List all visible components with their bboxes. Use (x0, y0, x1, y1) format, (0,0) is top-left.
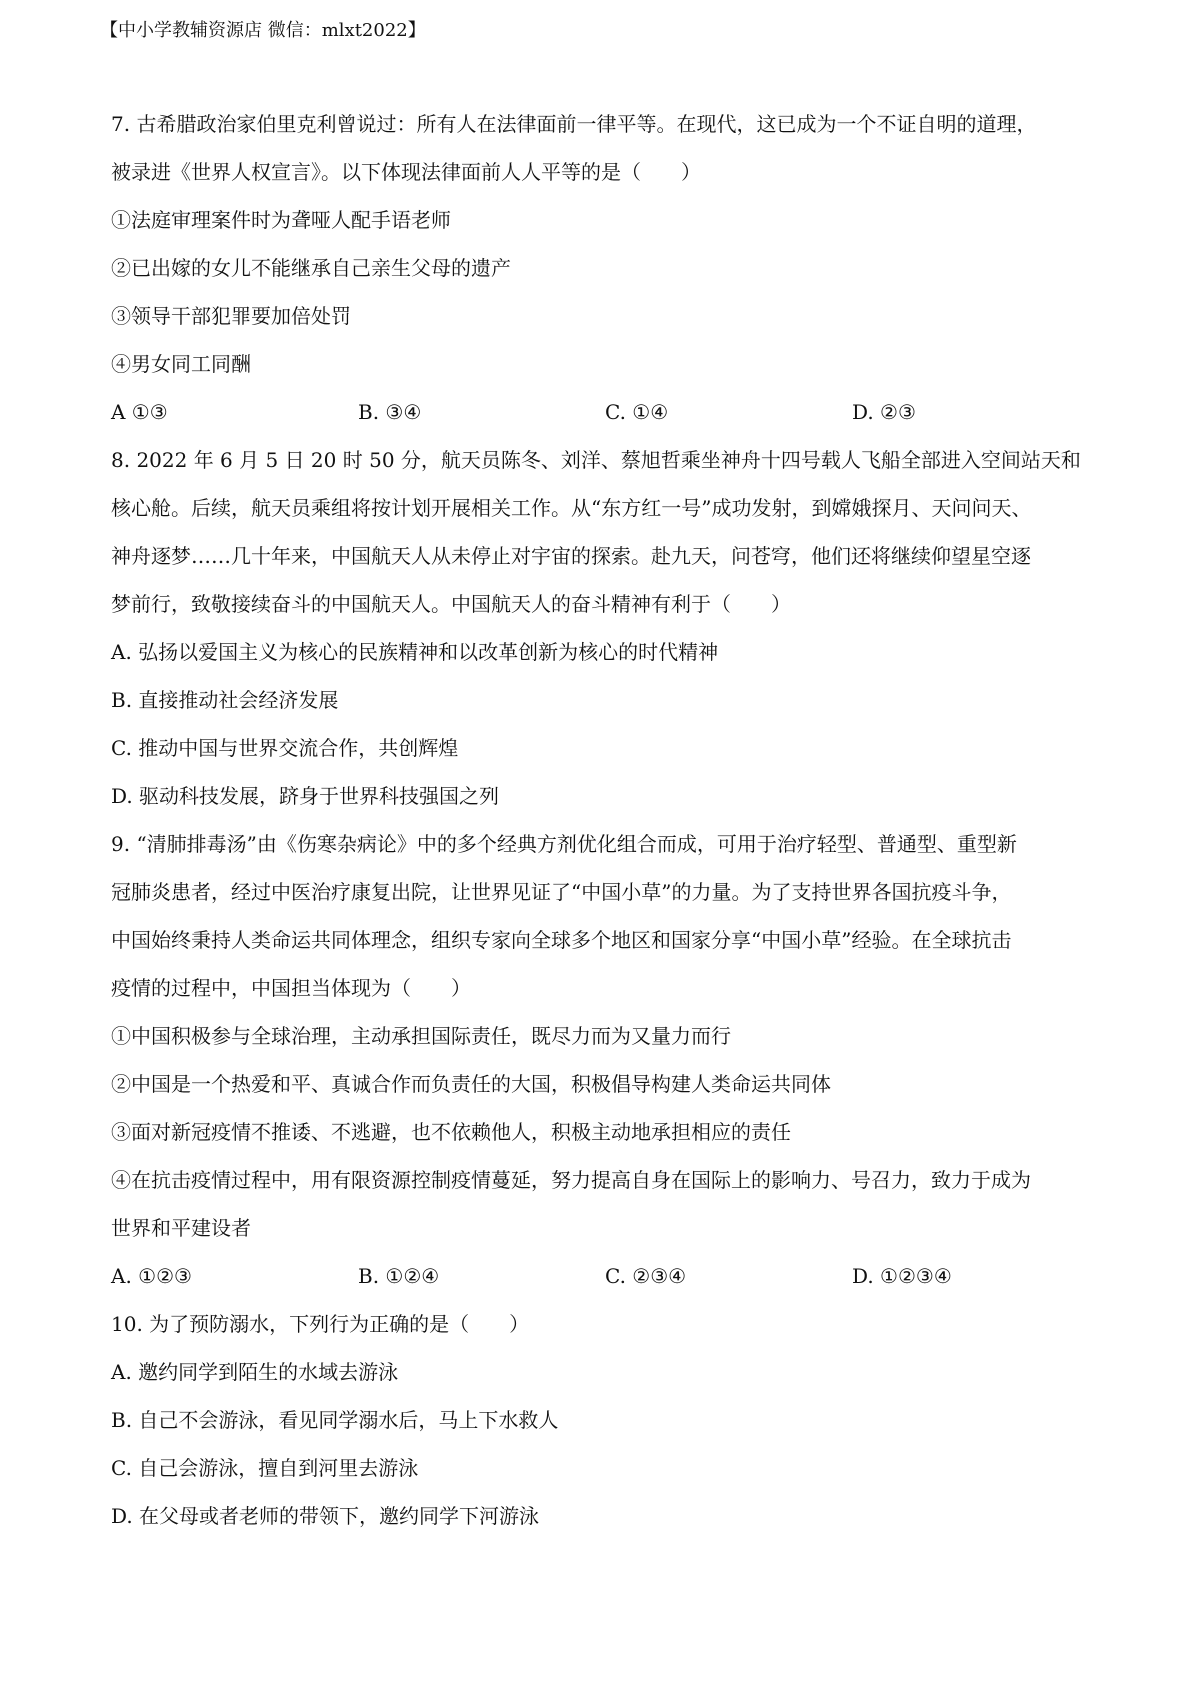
question-stem-line: 疫情的过程中，中国担当体现为（ ） (111, 976, 471, 1000)
answer-option-a: A. 邀约同学到陌生的水域去游泳 (111, 1360, 399, 1384)
question-8 (111, 436, 1091, 820)
statement-item: ②已出嫁的女儿不能继承自己亲生父母的遗产 (111, 256, 511, 280)
answer-option-a: A. ①②③ (111, 1264, 192, 1288)
page-header: 【中小学教辅资源店 微信：mlxt2022】 (100, 20, 426, 41)
statement-item: ④男女同工同酬 (111, 352, 251, 376)
statement-item-continuation: 世界和平建设者 (111, 1216, 251, 1240)
answer-option-c: C. 自己会游泳，擅自到河里去游泳 (111, 1456, 419, 1480)
question-stem-line: 8. 2022 年 6 月 5 日 20 时 50 分，航天员陈冬、刘洋、蔡旭哲乘坐神舟十四号载人飞船全部进入空间站天和 (111, 448, 1081, 472)
statement-item: ③面对新冠疫情不推诿、不逃避，也不依赖他人，积极主动地承担相应的责任 (111, 1120, 791, 1144)
answer-option-d: D. ①②③④ (852, 1264, 952, 1288)
question-content (111, 100, 1091, 1540)
statement-item: ②中国是一个热爱和平、真诚合作而负责任的大国，积极倡导构建人类命运共同体 (111, 1072, 831, 1096)
question-10 (111, 1300, 1091, 1540)
question-stem-line: 核心舱。后续，航天员乘组将按计划开展相关工作。从“东方红一号”成功发射，到嫦娥探月、天问问天、 (111, 496, 1032, 520)
answer-option-a: A ①③ (111, 400, 168, 424)
question-stem-line: 9. “清肺排毒汤”由《伤寒杂病论》中的多个经典方剂优化组合而成，可用于治疗轻型、普通型、重型新 (111, 832, 1017, 856)
statement-item: ①中国积极参与全球治理，主动承担国际责任，既尽力而为又量力而行 (111, 1024, 731, 1048)
answer-option-c: C. 推动中国与世界交流合作，共创辉煌 (111, 736, 459, 760)
answer-option-c: C. ②③④ (605, 1264, 687, 1288)
question-stem-line: 被录进《世界人权宣言》。以下体现法律面前人人平等的是（ ） (111, 160, 701, 184)
question-stem-line: 7. 古希腊政治家伯里克利曾说过：所有人在法律面前一律平等。在现代，这已成为一个不证自明的道理， (111, 112, 1037, 136)
question-stem-line: 中国始终秉持人类命运共同体理念，组织专家向全球多个地区和国家分享“中国小草”经验。在全球抗击 (111, 928, 1012, 952)
statement-item: ③领导干部犯罪要加倍处罚 (111, 304, 351, 328)
answer-option-d: D. ②③ (852, 400, 916, 424)
answer-options-row (111, 388, 1091, 436)
question-stem-line: 神舟逐梦……几十年来，中国航天人从未停止对宇宙的探索。赴九天，问苍穹，他们还将继续仰望星空逐 (111, 544, 1031, 568)
question-stem-line: 10. 为了预防溺水，下列行为正确的是（ ） (111, 1312, 530, 1336)
question-7 (111, 100, 1091, 436)
statement-item: ①法庭审理案件时为聋哑人配手语老师 (111, 208, 451, 232)
answer-option-b: B. 自己不会游泳，看见同学溺水后，马上下水救人 (111, 1408, 559, 1432)
statement-item: ④在抗击疫情过程中，用有限资源控制疫情蔓延，努力提高自身在国际上的影响力、号召力，致力于成为 (111, 1168, 1031, 1192)
answer-option-b: B. ①②④ (358, 1264, 440, 1288)
answer-option-d: D. 在父母或者老师的带领下，邀约同学下河游泳 (111, 1504, 540, 1528)
answer-option-c: C. ①④ (605, 400, 669, 424)
question-stem-line: 冠肺炎患者，经过中医治疗康复出院，让世界见证了“中国小草”的力量。为了支持世界各国抗疫斗争， (111, 880, 1012, 904)
answer-option-b: B. 直接推动社会经济发展 (111, 688, 339, 712)
question-9 (111, 820, 1091, 1300)
question-stem-line: 梦前行，致敬接续奋斗的中国航天人。中国航天人的奋斗精神有利于（ ） (111, 592, 791, 616)
answer-options-row (111, 1252, 1091, 1300)
answer-option-b: B. ③④ (358, 400, 422, 424)
answer-option-a: A. 弘扬以爱国主义为核心的民族精神和以改革创新为核心的时代精神 (111, 640, 719, 664)
answer-option-d: D. 驱动科技发展，跻身于世界科技强国之列 (111, 784, 500, 808)
